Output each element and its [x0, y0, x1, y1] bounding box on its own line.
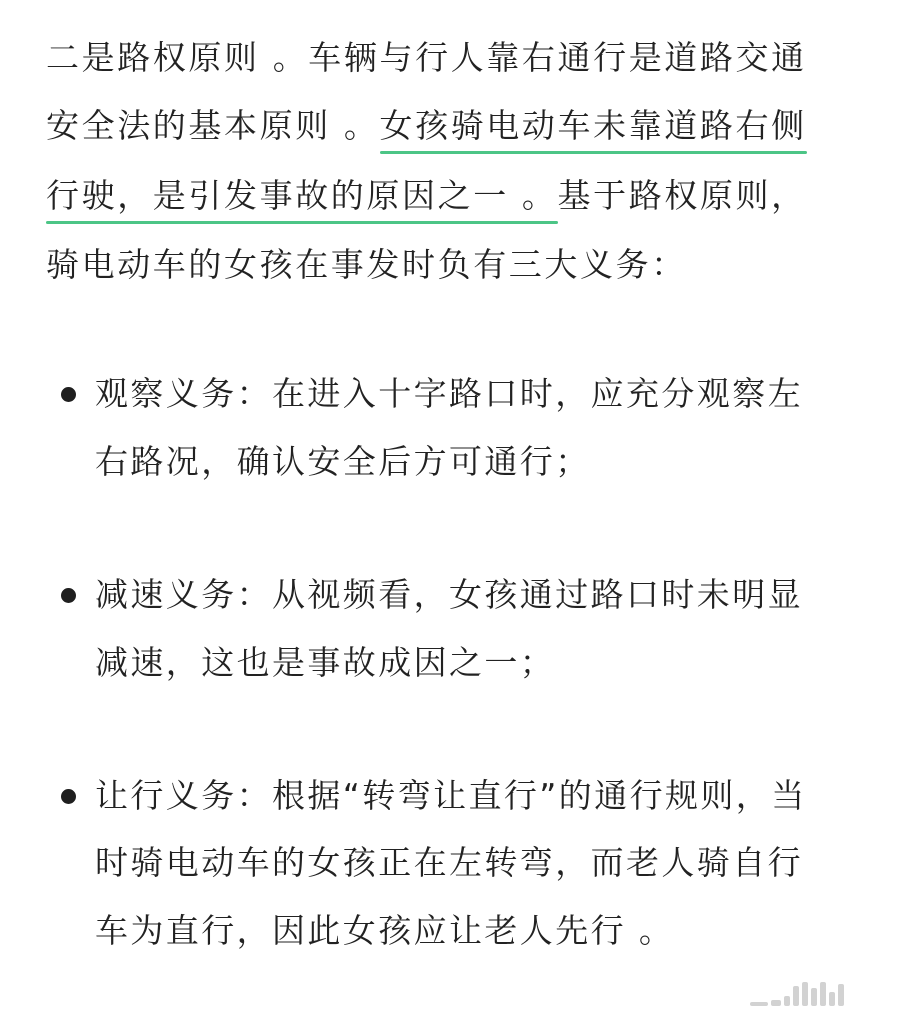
- paragraph-line: [46, 245, 687, 285]
- bullet-dot-icon: [61, 789, 76, 804]
- paragraph-text: 安全法的基本原则 。: [46, 106, 380, 145]
- paragraph-text: 骑电动车的女孩在事发时负有三大义务：: [46, 245, 687, 284]
- list-item-line: 右路况，确认安全后方可通行；: [95, 442, 591, 481]
- paragraph-line: [46, 38, 807, 78]
- paragraph-line: [46, 106, 807, 146]
- list-item-line: 减速，这也是事故成因之一；: [95, 643, 556, 682]
- highlighted-text[interactable]: 行驶，是引发事故的原因之一 。: [46, 176, 558, 215]
- paragraph-text: 二是路权原则 。车辆与行人靠右通行是道路交通: [46, 38, 807, 77]
- list-item-line: 让行义务：根据“转弯让直行”的通行规则，当: [95, 776, 807, 815]
- list-item-line: 车为直行，因此女孩应让老人先行 。: [95, 911, 675, 950]
- list-item-line: 观察义务：在进入十字路口时，应充分观察左: [95, 374, 803, 413]
- paragraph-text: 基于路权原则，: [557, 176, 807, 215]
- bullet-dot-icon: [61, 588, 76, 603]
- watermark-logo-icon: [750, 978, 860, 1006]
- list-item-line: 时骑电动车的女孩正在左转弯，而老人骑自行: [95, 843, 803, 882]
- highlighted-text[interactable]: 女孩骑电动车未靠道路右侧: [379, 106, 807, 145]
- bullet-dot-icon: [61, 387, 76, 402]
- paragraph-line: [46, 176, 807, 216]
- list-item-line: 减速义务：从视频看，女孩通过路口时未明显: [95, 575, 803, 614]
